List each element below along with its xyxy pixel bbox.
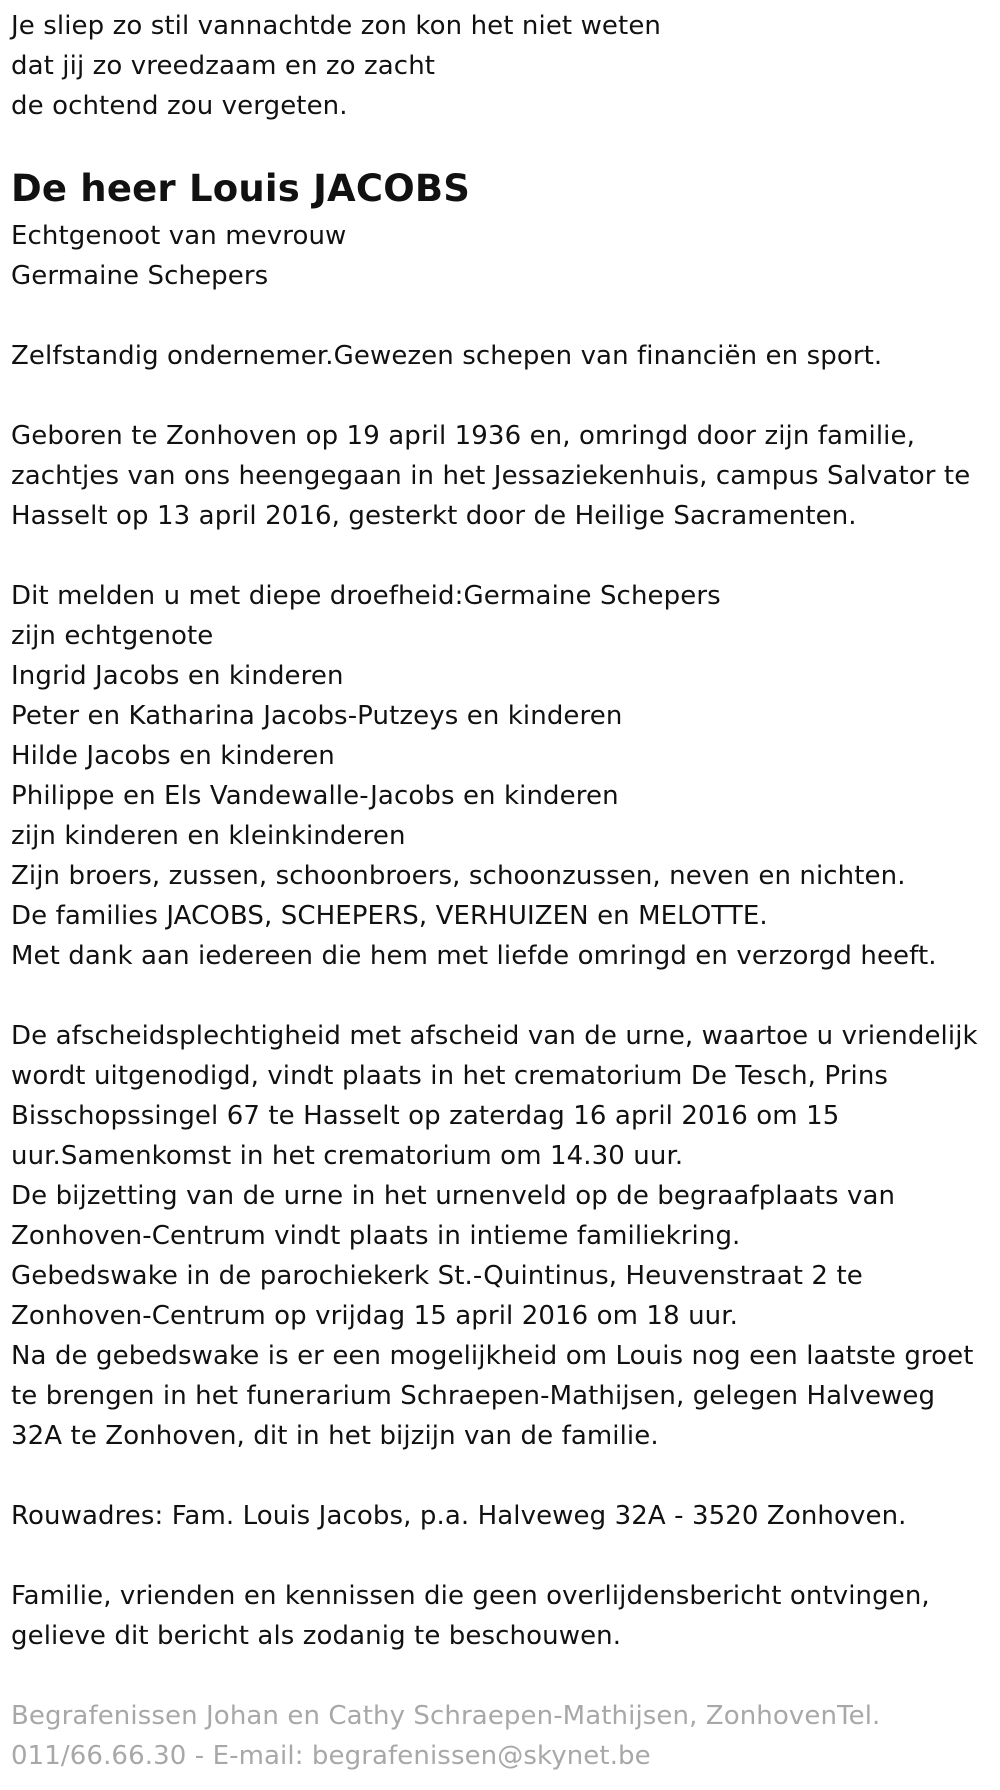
mourner-line: Hilde Jacobs en kinderen	[11, 741, 335, 771]
mourner-line: Ingrid Jacobs en kinderen	[11, 661, 344, 691]
mourner-line: Dit melden u met diepe droefheid:Germaine Schepers	[11, 581, 721, 611]
poem-line: dat jij zo vreedzaam en zo zacht	[11, 51, 436, 81]
mourner-line: De families JACOBS, SCHEPERS, VERHUIZEN en MELOTTE.	[11, 901, 768, 931]
ceremony-line: De bijzetting van de urne in het urnenveld op de begraafplaats van	[11, 1181, 896, 1211]
mourner-line: zijn echtgenote	[11, 621, 214, 651]
notice-line: gelieve dit bericht als zodanig te beschouwen.	[11, 1621, 622, 1651]
ceremony-line: Bisschopssingel 67 te Hasselt op zaterdag 16 april 2016 om 15	[11, 1101, 840, 1131]
mourner-line: Zijn broers, zussen, schoonbroers, schoonzussen, neven en nichten.	[11, 861, 906, 891]
notice-line: Familie, vrienden en kennissen die geen overlijdensbericht ontvingen,	[11, 1581, 930, 1611]
poem	[11, 6, 1000, 126]
mourner-line: Philippe en Els Vandewalle-Jacobs en kinderen	[11, 781, 619, 811]
poem-line: de ochtend zou vergeten.	[11, 91, 348, 121]
birth-death-line: zachtjes van ons heengegaan in het Jessaziekenhuis, campus Salvator te	[11, 461, 971, 491]
deceased-name: De heer Louis JACOBS	[11, 167, 471, 210]
footer-line: 011/66.66.30 - E-mail: begrafenissen@skynet.be	[11, 1741, 651, 1771]
spouse-info	[11, 216, 1000, 296]
notice	[11, 1576, 1000, 1656]
birth-death-line: Geboren te Zonhoven op 19 april 1936 en, omringd door zijn familie,	[11, 421, 915, 451]
birth-death-line: Hasselt op 13 april 2016, gesterkt door de Heilige Sacramenten.	[11, 501, 857, 531]
address-line: Rouwadres: Fam. Louis Jacobs, p.a. Halveweg 32A - 3520 Zonhoven.	[11, 1501, 907, 1531]
footer-line: Begrafenissen Johan en Cathy Schraepen-Mathijsen, ZonhovenTel.	[11, 1701, 881, 1731]
ceremony-details	[11, 1016, 1000, 1456]
poem-line: Je sliep zo stil vannachtde zon kon het niet weten	[11, 11, 661, 41]
ceremony-line: Na de gebedswake is er een mogelijkheid om Louis nog een laatste groet	[11, 1341, 974, 1371]
ceremony-line: Zonhoven-Centrum vindt plaats in intieme familiekring.	[11, 1221, 741, 1251]
funeral-home-footer	[11, 1696, 1000, 1776]
ceremony-line: te brengen in het funerarium Schraepen-Mathijsen, gelegen Halveweg	[11, 1381, 936, 1411]
ceremony-line: 32A te Zonhoven, dit in het bijzijn van de familie.	[11, 1421, 659, 1451]
occupation	[11, 336, 1000, 376]
ceremony-line: De afscheidsplechtigheid met afscheid van de urne, waartoe u vriendelijk	[11, 1021, 978, 1051]
mourner-line: Met dank aan iedereen die hem met liefde omringd en verzorgd heeft.	[11, 941, 937, 971]
mourning-address	[11, 1496, 1000, 1536]
mourner-line: Peter en Katharina Jacobs-Putzeys en kinderen	[11, 701, 623, 731]
ceremony-line: uur.Samenkomst in het crematorium om 14.30 uur.	[11, 1141, 684, 1171]
occupation-line: Zelfstandig ondernemer.Gewezen schepen van financiën en sport.	[11, 341, 883, 371]
mourners	[11, 576, 1000, 976]
birth-death	[11, 416, 1000, 536]
ceremony-line: wordt uitgenodigd, vindt plaats in het crematorium De Tesch, Prins	[11, 1061, 889, 1091]
mourner-line: zijn kinderen en kleinkinderen	[11, 821, 406, 851]
ceremony-line: Gebedswake in de parochiekerk St.-Quintinus, Heuvenstraat 2 te	[11, 1261, 863, 1291]
ceremony-line: Zonhoven-Centrum op vrijdag 15 april 2016 om 18 uur.	[11, 1301, 739, 1331]
spouse-line: Germaine Schepers	[11, 261, 269, 291]
spouse-line: Echtgenoot van mevrouw	[11, 221, 347, 251]
